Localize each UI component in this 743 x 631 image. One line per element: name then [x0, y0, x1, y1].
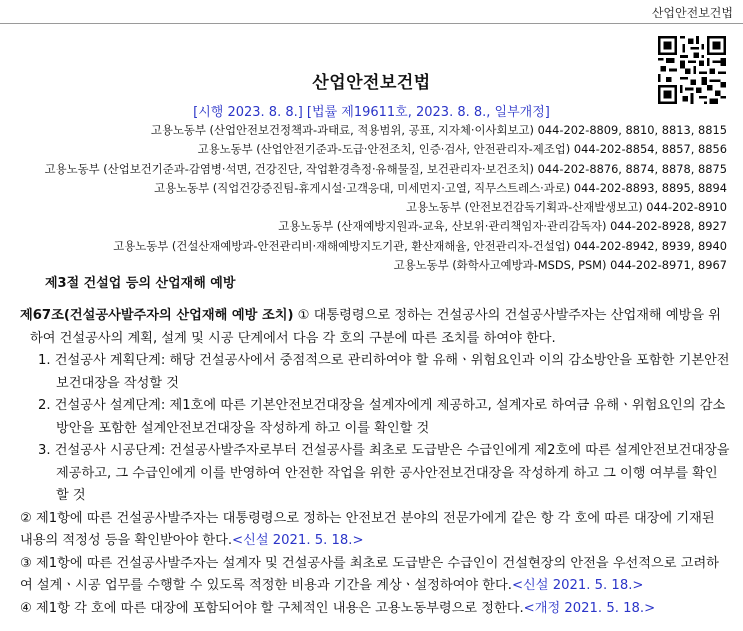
ministry-contact: 고용노동부 (산업보건기준과-감염병·석면, 건강진단, 작업환경측정·유해물질, 보건관리자·보건조치) 044-202-8876, 8874, 8878, 8875: [44, 161, 727, 176]
article-title: 제67조(건설공사발주자의 산업재해 예방 조치): [20, 308, 294, 323]
ministry-contact: 고용노동부 (건설산재예방과-안전관리비·재해예방지도기관, 환산재해율, 안전관리자-건설업) 044-202-8942, 8939, 8940: [113, 238, 727, 253]
section-heading: 제3절 건설업 등의 산업재해 예방: [45, 276, 236, 291]
ministry-contact: 고용노동부 (직업건강증진팀-휴게시설·고객응대, 미세먼지·고열, 직무스트레스·과로) 044-202-8893, 8895, 8894: [154, 180, 727, 195]
article-paragraph-1: [20, 305, 730, 350]
header-law-name: 산업안전보건법: [651, 6, 733, 20]
amendment-note-link[interactable]: <개정 2021. 5. 18.>: [523, 600, 656, 616]
ministry-contact-list: [0, 121, 727, 275]
paragraph-1-text: ① 대통령령으로 정하는 건설공사의 건설공사발주자는 산업재해 예방을 위하여 건설공사의 계획, 설계 및 시공 단계에서 다음 각 호의 구분에 따른 조치를 하여야 한다.: [30, 308, 722, 346]
paragraph-3-text: ③ 제1항에 따른 건설공사발주자는 설계자 및 건설공사를 최초로 도급받은 수급인이 건설현장의 안전을 우선적으로 고려하여 설계ㆍ시공 업무를 수행할 수 있도록 적정한 비용과 기간을 계상ㆍ설정하여야 한다.: [20, 555, 719, 593]
header-divider: [0, 23, 743, 24]
article-paragraph-2: [20, 508, 730, 553]
article-item-2: 2. 건설공사 설계단계: 제1호에 따른 기본안전보건대장을 설계자에게 제공하고, 설계자로 하여금 유해ㆍ위험요인의 감소방안을 포함한 설계안전보건대장을 작성하게 하고 이를 확인할 것: [38, 398, 726, 436]
amendment-note-link[interactable]: <신설 2021. 5. 18.>: [232, 533, 364, 548]
ministry-contact: 고용노동부 (산재예방지원과-교육, 산보위·관리책임자·관리감독자) 044-202-8928, 8927: [278, 219, 727, 234]
article-paragraph-4: [20, 598, 730, 621]
enactment-info-link[interactable]: [시행 2023. 8. 8.] [법률 제19611호, 2023. 8. 8., 일부개정]: [193, 105, 550, 120]
article-item-1: 1. 건설공사 계획단계: 해당 건설공사에서 중점적으로 관리하여야 할 유해ㆍ위험요인과 이의 감소방안을 포함한 기본안전보건대장을 작성할 것: [38, 353, 730, 391]
ministry-contact: 고용노동부 (산업안전보건정책과-과태료, 적용범위, 공표, 지자체·이사회보고) 044-202-8809, 8810, 8813, 8815: [150, 123, 727, 137]
article-paragraph-3: [20, 553, 730, 598]
law-title: 산업안전보건법: [312, 73, 431, 93]
ministry-contact: 고용노동부 (화학사고예방과-MSDS, PSM) 044-202-8971, 8967: [393, 258, 727, 273]
amendment-note-link[interactable]: <신설 2021. 5. 18.>: [511, 578, 644, 593]
ministry-contact: 고용노동부 (산업안전기준과-도급·안전조치, 인증·검사, 안전관리자-제조업) 044-202-8854, 8857, 8856: [197, 142, 727, 157]
ministry-contact: 고용노동부 (안전보건감독기획과-산재발생보고) 044-202-8910: [406, 200, 727, 215]
paragraph-2-text: ② 제1항에 따른 건설공사발주자는 대통령령으로 정하는 안전보건 분야의 전문가에게 같은 항 각 호에 따른 대장에 기재된 내용의 적정성 등을 확인받아야 한다.: [20, 510, 715, 548]
paragraph-4-text: ④ 제1항 각 호에 따른 대장에 포함되어야 할 구체적인 내용은 고용노동부령으로 정한다.: [20, 600, 524, 616]
article-body: [20, 305, 730, 620]
article-item-3: 3. 건설공사 시공단계: 건설공사발주자로부터 건설공사를 최초로 도급받은 수급인에게 제2호에 따른 설계안전보건대장을 제공하고, 그 수급인에게 이를 반영하여 안전한 작업을 위한 공사안전보건대장을 작성하게 하고 그 이행 여부를 확인할 것: [38, 443, 730, 503]
